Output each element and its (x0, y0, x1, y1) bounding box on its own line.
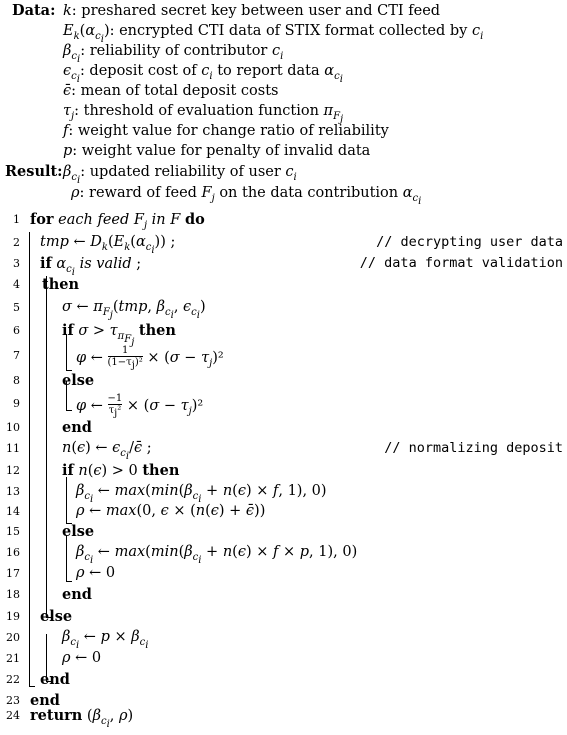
code-line: 21 ρ ← 0 (0, 648, 567, 669)
data-item: $\beta_{c_i}$: reliability of contributor $c_i$ (63, 43, 284, 65)
line-number: 4 (13, 278, 20, 291)
code-line: 23 end (0, 690, 567, 711)
code-line: 15 else (0, 521, 567, 542)
data-item: $\tau_j$: threshold of evaluation function $\pi_{F_j}$ (63, 103, 344, 125)
code-line: 18 end (0, 584, 567, 605)
code-line: 4 then (0, 274, 567, 295)
line-number: 10 (6, 421, 20, 434)
line-number: 18 (6, 588, 20, 601)
line-number: 11 (6, 442, 20, 455)
line-number: 9 (13, 397, 20, 410)
code-line: 24 return ($\beta_{c_i}$, ρ) (0, 705, 567, 726)
line-number: 15 (6, 525, 20, 538)
data-item: f: weight value for change ratio of reliability (63, 123, 389, 139)
data-item: $\epsilon_{c_i}$: deposit cost of $c_i$ to report data $\alpha_{c_i}$ (63, 63, 343, 85)
line-number: 2 (13, 236, 20, 249)
line-number: 5 (13, 301, 20, 314)
code-line: 12 if n(ϵ) > 0 then (0, 460, 567, 481)
line-number: 13 (6, 485, 20, 498)
line-number: 19 (6, 610, 20, 623)
code-line: 9 φ ← $\frac{-1}{\tau_j^2}$ × $(\sigma - \tau_j)^2$ (0, 393, 567, 414)
line-number: 12 (6, 464, 20, 477)
code-comment: // decrypting user data (376, 234, 563, 250)
code-line: 5 σ ← $\pi_{F_j}(tmp$, $\beta_{c_i}$, $\epsilon_{c_i}$) (0, 297, 567, 318)
line-number: 16 (6, 546, 20, 559)
line-number: 20 (6, 631, 20, 644)
code-line: 11 n(ϵ) ← $\epsilon_{c_i}/\epsilon̄$ ; // normalizing deposit (0, 438, 567, 459)
code-line: 20 $\beta_{c_i}$ ← $p \times \beta_{c_i}$ (0, 627, 567, 648)
code-line: 19 else (0, 606, 567, 627)
code-comment: // normalizing deposit (384, 440, 563, 456)
code-line: 14 ρ ← max(0, ϵ × (n(ϵ) + ϵ̄)) (0, 501, 567, 522)
line-number: 14 (6, 505, 20, 518)
line-number: 17 (6, 567, 20, 580)
line-number: 1 (13, 213, 20, 226)
code-line: 2 tmp ← $D_k(E_k(\alpha_{c_i}))$ ; // decrypting user data (0, 232, 567, 253)
data-label: Data: (12, 2, 56, 19)
result-item: ρ: reward of feed $F_j$ on the data contribution $\alpha_{c_i}$ (71, 185, 422, 207)
result-label: Result: (5, 163, 63, 180)
data-item: ϵ̄: mean of total deposit costs (63, 83, 279, 99)
line-number: 24 (6, 709, 20, 722)
data-item: p: weight value for penalty of invalid data (63, 143, 371, 159)
data-item: $E_k(\alpha_{c_i})$: encrypted CTI data of STIX format collected by $c_i$ (63, 23, 484, 45)
code-line: 10 end (0, 417, 567, 438)
line-number: 3 (13, 257, 20, 270)
code-line: 16 $\beta_{c_i}$ ← $\max(\min(\beta_{c_i} + n(\epsilon) \times f \times p$, 1), 0) (0, 542, 567, 563)
code-line: 1 for each feed $F_j$ in F do (0, 209, 567, 230)
line-number: 21 (6, 652, 20, 665)
line-number: 23 (6, 694, 20, 707)
line-number: 6 (13, 324, 20, 337)
code-line: 13 $\beta_{c_i}$ ← $\max(\min(\beta_{c_i} + n(\epsilon) \times f$, 1), 0) (0, 481, 567, 502)
code-line: 7 φ ← $\frac{1}{(1-\tau_j)^2}$ × $(\sigma - \tau_j)^2$ (0, 345, 567, 366)
code-line: 22 end (0, 669, 567, 690)
code-comment: // data format validation (359, 255, 563, 271)
result-item: $\beta_{c_i}$: updated reliability of user $c_i$ (63, 164, 297, 186)
line-number: 7 (13, 349, 20, 362)
line-number: 8 (13, 374, 20, 387)
code-line: 8 else (0, 370, 567, 391)
code-line: 3 if $\alpha_{c_i}$ is valid ; // data format validation (0, 253, 567, 274)
data-item: k: preshared secret key between user and CTI feed (63, 3, 441, 19)
line-number: 22 (6, 673, 20, 686)
code-line: 6 if $\sigma > \tau_{\pi_{F_j}}$ then (0, 320, 567, 341)
code-line: 17 ρ ← 0 (0, 563, 567, 584)
